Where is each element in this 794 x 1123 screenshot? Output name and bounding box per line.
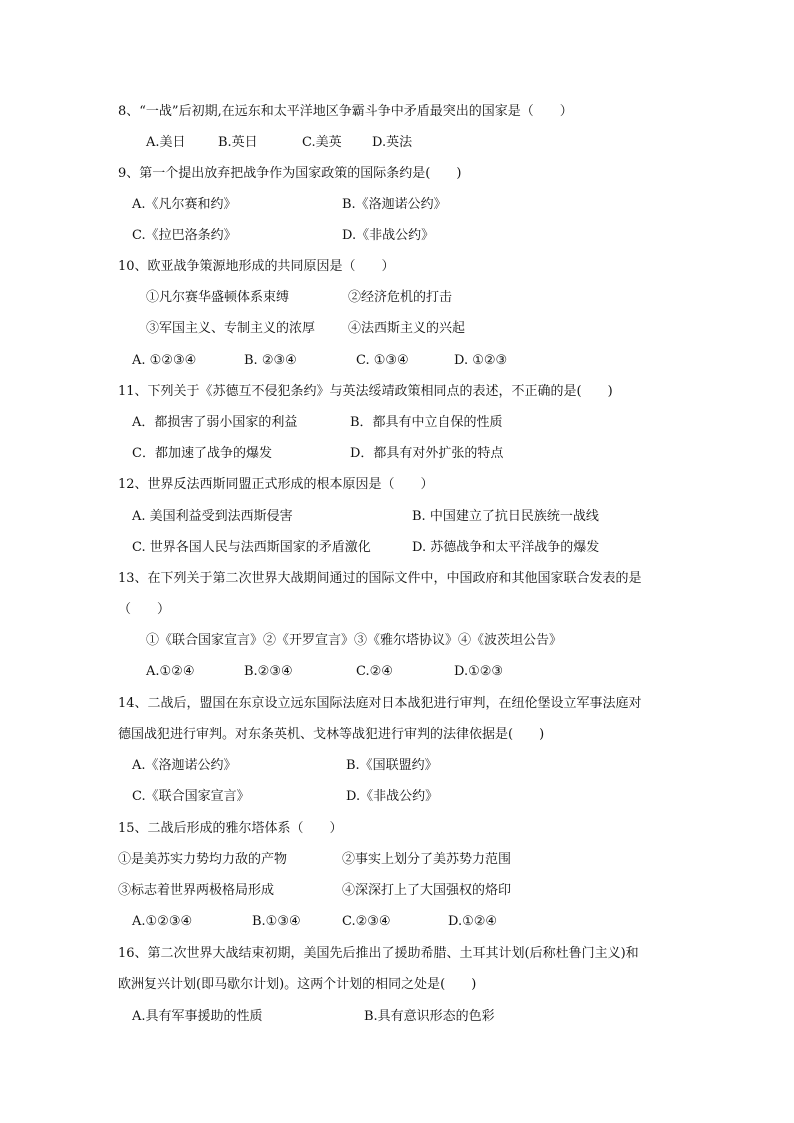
q10-item-4: ④法西斯主义的兴起 [348, 321, 466, 336]
q9-option-b: B.《洛迦诺公约》 [342, 197, 447, 212]
q11-stem: 11、下列关于《苏德互不侵犯条约》与英法绥靖政策相同点的表述，不正确的是( ) [118, 384, 613, 399]
q8-option-d: D.英法 [372, 135, 413, 150]
q13-option-a: A.①②④ [146, 664, 195, 679]
q12-option-d: D. 苏德战争和太平洋战争的爆发 [412, 540, 600, 555]
q14-option-b: B.《国联盟约》 [346, 758, 438, 773]
q15-item-3: ③标志着世界两极格局形成 [118, 883, 275, 898]
q11-option-c: C．都加速了战争的爆发 [132, 446, 272, 461]
q15-stem: 15、二战后形成的雅尔塔体系（ ） [118, 821, 343, 836]
q9-option-c: C.《拉巴洛条约》 [132, 228, 237, 243]
q14-option-a: A.《洛迦诺公约》 [132, 758, 237, 773]
q10-stem: 10、欧亚战争策源地形成的共同原因是（ ） [118, 259, 395, 274]
q9-option-d: D.《非战公约》 [342, 228, 435, 243]
q14-option-c: C.《联合国家宣言》 [132, 789, 250, 804]
q10-option-d: D. ①②③ [454, 353, 508, 368]
q9-stem: 9、第一个提出放弃把战争作为国家政策的国际条约是( ) [118, 166, 462, 181]
q16-option-a: A.具有军事援助的性质 [132, 1009, 263, 1024]
q13-stem: 13、在下列关于第二次世界大战期间通过的国际文件中，中国政府和其他国家联合发表的是 [118, 571, 642, 586]
q14-stem-line-2: 德国战犯进行审判。对东条英机、戈林等战犯进行审判的法律依据是( ) [118, 727, 545, 742]
q11-option-d: D．都具有对外扩张的特点 [350, 446, 504, 461]
q15-option-a: A.①②③④ [132, 914, 193, 929]
q14-stem-line-1: 14、二战后，盟国在东京设立远东国际法庭对日本战犯进行审判，在纽伦堡设立军事法庭对 [118, 696, 642, 711]
q11-option-b: B．都具有中立自保的性质 [350, 415, 503, 430]
q16-stem-line-1: 16、第二次世界大战结束初期，美国先后推出了援助希腊、土耳其计划(后称杜鲁门主义)和 [118, 946, 639, 961]
q9-option-a: A.《凡尔赛和约》 [132, 197, 237, 212]
q10-option-a: A. ①②③④ [132, 353, 197, 368]
q16-option-b: B.具有意识形态的色彩 [364, 1009, 495, 1024]
q8-option-b: B.英日 [218, 135, 258, 150]
q16-stem-line-2: 欧洲复兴计划(即马歇尔计划)。这两个计划的相同之处是( ) [118, 977, 477, 992]
q13-option-c: C.②④ [356, 664, 393, 679]
q12-stem: 12、世界反法西斯同盟正式形成的根本原因是（ ） [118, 477, 434, 492]
q15-option-b: B.①③④ [252, 914, 301, 929]
q10-option-c: C. ①③④ [356, 353, 409, 368]
q8-option-a: A.美日 [146, 135, 186, 150]
q10-item-3: ③军国主义、专制主义的浓厚 [146, 321, 316, 336]
q13-answer-paren: （ ） [118, 602, 171, 617]
q13-option-d: D.①②③ [454, 664, 504, 679]
q11-option-a: A．都损害了弱小国家的利益 [132, 415, 298, 430]
q8-stem: 8、“一战”后初期,在远东和太平洋地区争霸斗争中矛盾最突出的国家是（ ） [118, 104, 573, 119]
q10-item-2: ②经济危机的打击 [348, 290, 453, 305]
q12-option-a: A. 美国利益受到法西斯侵害 [132, 509, 293, 524]
q12-option-b: B. 中国建立了抗日民族统一战线 [412, 509, 599, 524]
q15-item-2: ②事实上划分了美苏势力范围 [342, 852, 512, 867]
q13-option-b: B.②③④ [244, 664, 293, 679]
q13-items: ①《联合国家宣言》②《开罗宣言》③《雅尔塔协议》④《波茨坦公告》 [146, 633, 563, 648]
q15-item-4: ④深深打上了大国强权的烙印 [342, 883, 512, 898]
q12-option-c: C. 世界各国人民与法西斯国家的矛盾激化 [132, 540, 371, 555]
q15-option-d: D.①②④ [448, 914, 498, 929]
q8-option-c: C.美英 [302, 135, 342, 150]
q15-option-c: C.②③④ [342, 914, 391, 929]
q15-item-1: ①是美苏实力势均力敌的产物 [118, 852, 288, 867]
q10-option-b: B. ②③④ [244, 353, 297, 368]
q14-option-d: D.《非战公约》 [346, 789, 439, 804]
q10-item-1: ①凡尔赛华盛顿体系束缚 [146, 290, 290, 305]
